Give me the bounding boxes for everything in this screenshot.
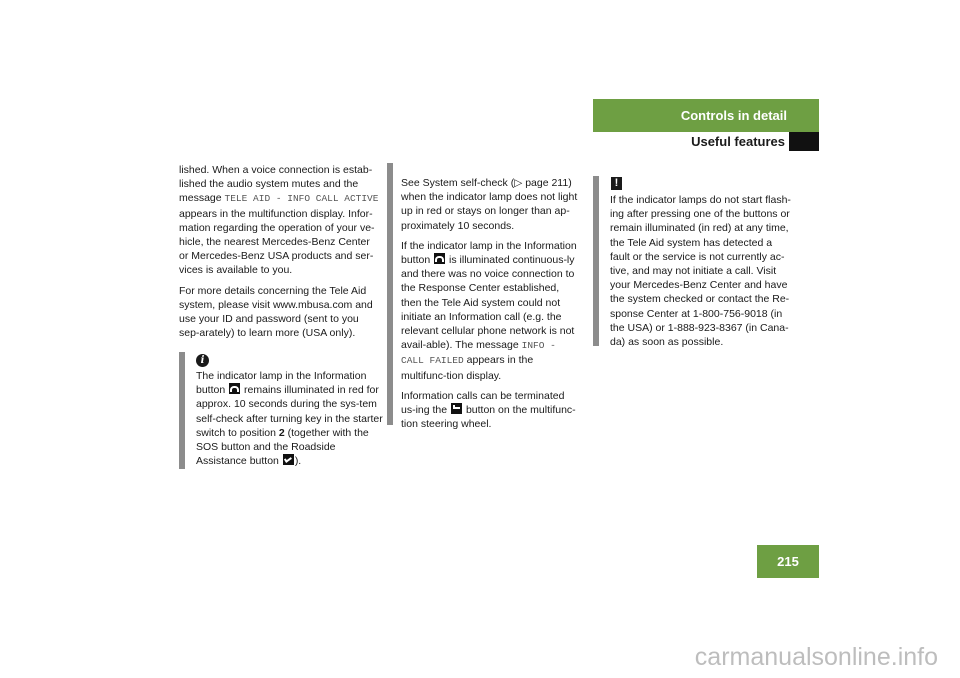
thumb-tab-marker — [789, 132, 819, 151]
page-number: 215 — [757, 545, 819, 578]
information-button-icon — [434, 253, 445, 264]
end-call-button-icon — [451, 403, 462, 414]
info-icon: i — [196, 354, 209, 367]
warning-text: If the indicator lamps do not start flash-ing after pressing one of the buttons or remain illuminated (in red) at any time, the Tele Aid system has detected a fault or the service is not currently ac-tive, and may not initiate a call. Visit your Mercedes-Benz Center and have the system checked or contact the Re-sponse Center at 1-800-756-9018 (in the USA) or 1-888-923-8367 (in Cana-da) as soon as possible. — [610, 194, 791, 349]
subsection-strip — [593, 132, 819, 151]
column-bar — [387, 163, 393, 425]
column-2 — [401, 176, 581, 437]
subsection-title: Useful features — [593, 132, 789, 151]
display-message: INFO - CALL FAILED — [401, 340, 556, 367]
note-bar — [179, 352, 185, 469]
column-1 — [179, 163, 381, 346]
paragraph: lished. When a voice connection is estab-lished the audio system mutes and the message TELE AID - INFO CALL ACTIVE appears in the multifunction display. Infor-mation regarding the operation of your ve-hicle, the nearest Mercedes-Benz Center or Mercedes-Benz USA products and ser-vices is available to you. — [179, 164, 379, 277]
warning-icon: ! — [611, 177, 622, 190]
paragraph: If the indicator lamp in the Information button is illuminated continuous-ly and there was no voice connection to the Response Center established, then the Tele Aid system could not initiate an Information call (e.g. the relevant cellular phone network is not avail-able). The message INFO - CALL FAILED appears in the multifunc-tion display. — [401, 239, 577, 382]
display-message: TELE AID - INFO CALL ACTIVE — [224, 193, 379, 205]
information-button-icon — [229, 383, 240, 394]
column-3 — [610, 193, 794, 355]
paragraph: For more details concerning the Tele Aid system, please visit www.mbusa.com and use your ID and password (sent to you sep-arately) to learn more (USA only). — [179, 284, 373, 340]
paragraph: Information calls can be terminated us-ing the button on the multifunc-tion steering wheel. — [401, 389, 576, 431]
paragraph: See System self-check (▷ page 211) when the indicator lamp does not light up in red or stays on longer than ap-proximately 10 seconds. — [401, 177, 578, 232]
warning-bar — [593, 176, 599, 346]
roadside-assistance-icon — [283, 454, 294, 465]
section-title: Controls in detail — [593, 99, 819, 132]
info-note: The indicator lamp in the Information button remains illuminated in red for approx. 10 seconds during the sys-tem self-check after turning key in the starter switch to position 2 (together with the SOS button and the Roadside Assistance button ). — [196, 370, 383, 468]
watermark: carmanualsonline.info — [694, 643, 938, 671]
